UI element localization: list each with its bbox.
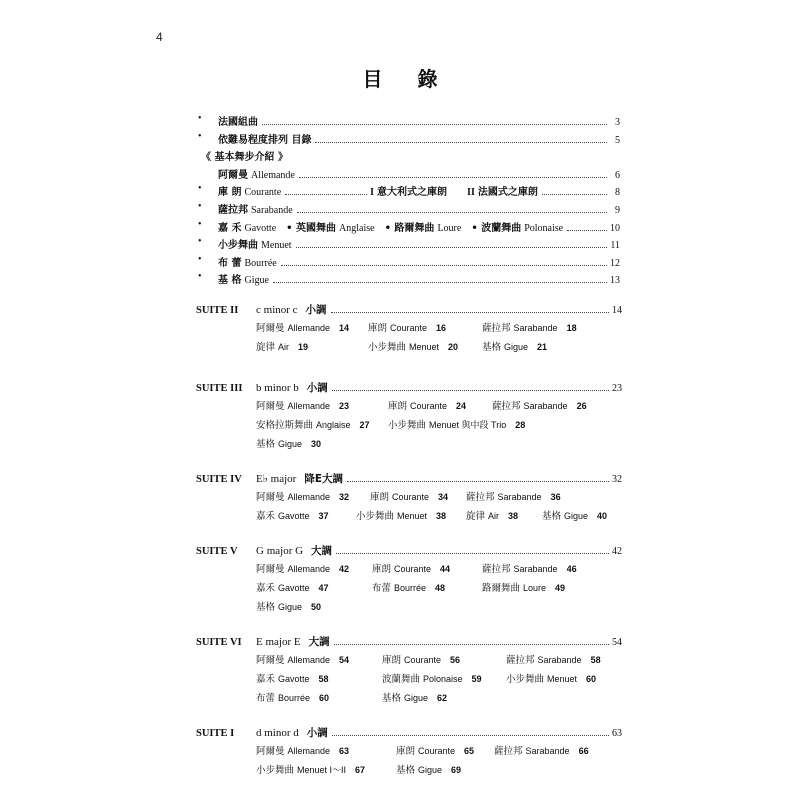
movement-page: 32	[339, 492, 350, 502]
movement-page: 21	[537, 342, 548, 352]
dot-leader	[281, 264, 607, 266]
movement-page: 34	[438, 492, 449, 502]
entry-subtitle: Allemande	[251, 169, 295, 181]
suite-section	[196, 380, 622, 455]
movement-subtitle: Sarabande	[497, 492, 542, 502]
entry-subtitle: Courante	[244, 187, 282, 199]
toc-entry[interactable]	[198, 183, 620, 201]
movement-subtitle: Gigue	[418, 765, 443, 775]
suite-label: SUITE II	[196, 305, 239, 316]
suite-key: E♭ major	[256, 473, 297, 485]
movement-subtitle: Air	[278, 342, 290, 352]
entry-subtitle: Menuet	[261, 240, 292, 252]
movement-subtitle: Loure	[523, 583, 547, 593]
suite-section	[196, 725, 622, 781]
suite-header[interactable]	[196, 634, 622, 652]
movement-entry[interactable]	[256, 690, 329, 704]
movement-line	[256, 599, 622, 618]
suite-section	[196, 302, 622, 358]
suite-key: d minor d	[256, 727, 299, 739]
entry-title: 阿爾曼	[218, 169, 248, 181]
movement-subtitle: Gigue	[278, 439, 303, 449]
movement-title: 薩拉邦	[494, 746, 523, 757]
movement-page: 50	[311, 602, 322, 612]
toc-entry[interactable]	[198, 236, 620, 254]
movement-subtitle: Courante	[418, 746, 456, 756]
movement-title: 基格	[256, 439, 276, 450]
section-heading	[198, 148, 620, 166]
movement-entry[interactable]	[388, 398, 466, 412]
bullet-icon: •	[198, 113, 202, 124]
roman-numeral: I	[370, 187, 375, 199]
movement-entry[interactable]	[370, 489, 448, 503]
movement-entry[interactable]	[482, 580, 565, 594]
movement-title: 旋律	[466, 511, 486, 522]
movement-title: 布蕾	[256, 693, 276, 704]
movement-title: 路爾舞曲	[482, 583, 521, 594]
suite-page: 14	[612, 305, 622, 316]
movement-title: 阿爾曼	[256, 564, 285, 575]
movement-entry[interactable]	[466, 489, 561, 503]
movement-page: 30	[311, 439, 322, 449]
dot-leader	[299, 176, 607, 178]
suite-page: 23	[612, 383, 622, 394]
movement-title: 薩拉邦	[482, 564, 511, 575]
entry-title: 小步舞曲	[218, 240, 258, 252]
movement-title: 庫朗	[396, 746, 416, 757]
suite-label: SUITE I	[196, 728, 235, 739]
movement-subtitle: Polonaise	[423, 674, 463, 684]
entry-title: 薩拉邦	[218, 204, 248, 216]
suite-key-zh: 大調	[311, 545, 333, 557]
movement-entry[interactable]	[256, 417, 370, 431]
movement-line	[256, 671, 622, 690]
movement-line	[256, 320, 622, 339]
movement-line	[256, 489, 622, 508]
movement-title: 基格	[382, 693, 402, 704]
movement-page: 23	[339, 401, 350, 411]
suite-page: 32	[612, 474, 622, 485]
movement-subtitle: Gigue	[278, 602, 303, 612]
entry-title: • 路爾舞曲	[384, 222, 435, 234]
movement-line	[256, 339, 622, 358]
movement-entry[interactable]	[482, 320, 577, 334]
movement-entry[interactable]	[372, 580, 445, 594]
movement-subtitle: Courante	[390, 323, 428, 333]
suite-header[interactable]	[196, 725, 622, 743]
suite-key-zh: 小調	[306, 727, 328, 739]
movement-entry[interactable]	[542, 508, 607, 522]
entry-title: 布 蕾	[218, 257, 242, 269]
movement-line	[256, 561, 622, 580]
movement-entry[interactable]	[492, 398, 587, 412]
movement-title: 阿爾曼	[256, 492, 285, 503]
movement-entry[interactable]	[256, 599, 321, 613]
movement-subtitle: Sarabande	[513, 564, 558, 574]
movement-line	[256, 652, 622, 671]
movement-subtitle: Menuet 與中段 Trio	[429, 420, 507, 430]
movement-title: 庫朗	[368, 323, 388, 334]
movement-subtitle: Air	[488, 511, 500, 521]
entry-subtitle: Sarabande	[251, 204, 293, 216]
toc-entry[interactable]	[198, 131, 620, 149]
movement-title: 阿爾曼	[256, 655, 285, 666]
movement-entry[interactable]	[256, 743, 349, 757]
movement-page: 48	[435, 583, 446, 593]
movement-line	[256, 690, 622, 709]
movement-page: 18	[566, 323, 577, 333]
movement-subtitle: Courante	[404, 655, 442, 665]
movement-entry[interactable]	[256, 489, 349, 503]
movement-entry[interactable]	[396, 762, 461, 776]
suite-key: b minor b	[256, 382, 299, 394]
movement-title: 嘉禾	[256, 511, 276, 522]
entry-title: 基 格	[218, 275, 242, 287]
dot-leader	[332, 734, 609, 736]
movement-subtitle: Allemande	[287, 746, 331, 756]
movement-entry[interactable]	[372, 561, 450, 575]
movement-entry[interactable]	[506, 652, 601, 666]
movement-subtitle: Gigue	[404, 693, 429, 703]
suite-label: SUITE V	[196, 546, 238, 557]
entry-title: 依難易程度排列 目錄	[218, 134, 312, 146]
dot-leader	[336, 552, 609, 554]
movement-entry[interactable]	[382, 690, 447, 704]
entry-title: 法國組曲	[218, 117, 258, 128]
roman-numeral: II	[467, 187, 475, 199]
movement-page: 28	[515, 420, 526, 430]
movement-title: 嘉禾	[256, 583, 276, 594]
movement-page: 27	[359, 420, 370, 430]
movement-subtitle: Allemande	[287, 401, 331, 411]
movement-title: 阿爾曼	[256, 323, 285, 334]
movement-page: 24	[456, 401, 467, 411]
suite-section	[196, 634, 622, 709]
dot-leader	[542, 193, 607, 195]
dot-leader	[332, 389, 609, 391]
movement-entry[interactable]	[494, 743, 589, 757]
movement-subtitle: Gavotte	[278, 511, 310, 521]
movement-page: 19	[298, 342, 309, 352]
movement-page: 59	[471, 674, 482, 684]
dot-leader	[567, 229, 607, 231]
movement-title: 薩拉邦	[492, 401, 521, 412]
movement-title: 基格	[256, 602, 276, 613]
suite-page: 42	[612, 546, 622, 557]
entry-page: 6	[615, 169, 620, 181]
entry-title: • 波蘭舞曲	[471, 222, 522, 234]
movement-subtitle: Allemande	[287, 492, 331, 502]
suite-key-zh: 小調	[306, 382, 328, 394]
movement-page: 49	[555, 583, 566, 593]
movement-entry[interactable]	[256, 652, 349, 666]
dot-leader	[273, 281, 607, 283]
movement-page: 65	[464, 746, 475, 756]
movement-title: 旋律	[256, 342, 276, 353]
suite-header[interactable]	[196, 302, 622, 320]
movement-subtitle: Allemande	[287, 564, 331, 574]
movement-page: 46	[566, 564, 577, 574]
movement-entry[interactable]	[388, 417, 525, 431]
movement-page: 67	[355, 765, 366, 775]
entry-subtitle: Polonaise	[524, 222, 564, 234]
entry-page: 11	[610, 240, 620, 252]
movement-line	[256, 508, 622, 527]
entry-subtitle: 法國式之庫朗	[477, 187, 538, 199]
movement-title: 嘉禾	[256, 674, 276, 685]
toc-entry[interactable]	[198, 271, 620, 289]
movement-page: 56	[450, 655, 461, 665]
movement-subtitle: Bourrée	[278, 693, 311, 703]
movement-title: 阿爾曼	[256, 746, 285, 757]
movement-title: 阿爾曼	[256, 401, 285, 412]
movement-page: 62	[437, 693, 448, 703]
suite-label: SUITE III	[196, 383, 243, 394]
movement-entry[interactable]	[256, 320, 349, 334]
movement-entry[interactable]	[356, 508, 446, 522]
entry-subtitle: Bourrée	[244, 257, 277, 269]
movement-entry[interactable]	[256, 339, 308, 353]
movement-title: 庫朗	[370, 492, 390, 503]
movement-page: 58	[318, 674, 329, 684]
movement-title: 基格	[482, 342, 502, 353]
suite-header[interactable]	[196, 543, 622, 561]
movement-page: 66	[578, 746, 589, 756]
movement-title: 小步舞曲	[368, 342, 407, 353]
movement-entry[interactable]	[466, 508, 518, 522]
suite-key: G major G	[256, 545, 304, 557]
movement-entry[interactable]	[482, 561, 577, 575]
movement-title: 小步舞曲	[388, 420, 427, 431]
page-title: 目 錄	[362, 67, 452, 91]
dot-leader	[334, 643, 609, 645]
movement-entry[interactable]	[256, 398, 349, 412]
movement-subtitle: Menuet	[409, 342, 440, 352]
movement-subtitle: Courante	[394, 564, 432, 574]
entry-title: 庫 朗	[218, 187, 242, 199]
entry-subtitle: Loure	[437, 222, 462, 234]
movement-entry[interactable]	[506, 671, 596, 685]
entry-page: 13	[610, 275, 620, 287]
movement-page: 44	[440, 564, 451, 574]
movement-subtitle: Courante	[392, 492, 430, 502]
movement-line	[256, 762, 622, 781]
dot-leader	[285, 193, 367, 195]
entry-subtitle: Gavotte	[244, 222, 277, 234]
movement-page: 60	[586, 674, 597, 684]
entry-subtitle: 意大利式之庫朗	[377, 187, 448, 199]
movement-page: 16	[436, 323, 447, 333]
movement-subtitle: Menuet I～II	[297, 765, 347, 775]
movement-subtitle: Gavotte	[278, 583, 310, 593]
movement-subtitle: Bourrée	[394, 583, 427, 593]
suite-key: E major E	[256, 636, 301, 648]
bullet-icon: •	[198, 130, 202, 142]
suite-key-zh: 小調	[305, 304, 327, 316]
movement-line	[256, 743, 622, 762]
movement-line	[256, 417, 622, 436]
movement-line	[256, 580, 622, 599]
bullet-icon: •	[198, 253, 202, 265]
movement-entry[interactable]	[256, 508, 329, 522]
toc-entry[interactable]	[198, 166, 620, 184]
movement-page: 26	[576, 401, 587, 411]
bullet-icon: •	[198, 183, 202, 195]
suite-label: SUITE IV	[196, 474, 242, 485]
movement-entry[interactable]	[256, 561, 349, 575]
movement-line	[256, 398, 622, 417]
movement-page: 38	[508, 511, 519, 521]
movement-entry[interactable]	[382, 652, 460, 666]
movement-title: 基格	[542, 511, 562, 522]
movement-subtitle: Allemande	[287, 655, 331, 665]
dot-leader	[347, 480, 609, 482]
dot-leader	[315, 141, 607, 143]
movement-page: 37	[318, 511, 329, 521]
toc-entry[interactable]	[198, 254, 620, 272]
movement-page: 40	[597, 511, 608, 521]
movement-entry[interactable]	[256, 580, 329, 594]
entry-title: • 英國舞曲	[286, 222, 337, 234]
entry-subtitle: Gigue	[244, 275, 269, 287]
movement-page: 63	[339, 746, 350, 756]
movement-title: 小步舞曲	[356, 511, 395, 522]
movement-subtitle: Sarabande	[537, 655, 582, 665]
movement-page: 60	[319, 693, 330, 703]
suite-section	[196, 543, 622, 618]
movement-subtitle: Courante	[410, 401, 448, 411]
movement-page: 14	[339, 323, 350, 333]
movement-title: 薩拉邦	[506, 655, 535, 666]
bullet-icon: •	[198, 271, 202, 283]
movement-page: 36	[550, 492, 561, 502]
entry-page: 9	[615, 204, 620, 216]
entry-page: 10	[610, 222, 620, 234]
movement-entry[interactable]	[256, 762, 365, 776]
bullet-icon: •	[198, 218, 202, 230]
movement-title: 基格	[396, 765, 416, 776]
movement-subtitle: Menuet	[547, 674, 578, 684]
entry-page: 5	[615, 134, 620, 146]
bullet-icon: •	[198, 236, 202, 248]
suite-key-zh: 降E大調	[304, 473, 344, 485]
toc-entry[interactable]	[198, 201, 620, 219]
movement-title: 波蘭舞曲	[382, 674, 421, 685]
movement-title: 布蕾	[372, 583, 392, 594]
movement-title: 庫朗	[382, 655, 402, 666]
movement-subtitle: Sarabande	[525, 746, 570, 756]
dot-leader	[297, 211, 607, 213]
movement-title: 薩拉邦	[482, 323, 511, 334]
movement-entry[interactable]	[368, 320, 446, 334]
suite-key: c minor c	[256, 304, 298, 316]
page-number: 4	[156, 30, 163, 44]
movement-line	[256, 436, 622, 455]
movement-entry[interactable]	[368, 339, 458, 353]
suite-label: SUITE VI	[196, 637, 242, 648]
movement-title: 庫朗	[372, 564, 392, 575]
movement-page: 47	[318, 583, 329, 593]
movement-subtitle: Gigue	[504, 342, 529, 352]
movement-page: 38	[436, 511, 447, 521]
suite-section	[196, 471, 622, 527]
toc-entry[interactable]	[198, 219, 620, 237]
movement-page: 20	[448, 342, 459, 352]
suite-page: 54	[612, 637, 622, 648]
movement-page: 54	[339, 655, 350, 665]
toc-entry[interactable]	[198, 113, 620, 131]
entry-page: 3	[615, 117, 620, 128]
dot-leader	[331, 311, 609, 313]
movement-title: 小步舞曲	[506, 674, 545, 685]
suite-header[interactable]	[196, 471, 622, 489]
bullet-icon: •	[198, 200, 202, 212]
movement-entry[interactable]	[482, 339, 547, 353]
suite-page: 63	[612, 728, 622, 739]
movement-entry[interactable]	[256, 671, 329, 685]
intro-toc	[198, 113, 620, 289]
movement-title: 安格拉斯舞曲	[256, 420, 314, 431]
entry-page: 12	[610, 257, 620, 269]
suite-header[interactable]	[196, 380, 622, 398]
movement-subtitle: Anglaise	[316, 420, 351, 430]
suites-list	[196, 302, 622, 781]
movement-subtitle: Sarabande	[513, 323, 558, 333]
dot-leader	[262, 123, 607, 125]
movement-entry[interactable]	[256, 436, 321, 450]
movement-subtitle: Allemande	[287, 323, 331, 333]
movement-title: 庫朗	[388, 401, 408, 412]
movement-page: 58	[590, 655, 601, 665]
movement-page: 69	[451, 765, 462, 775]
movement-entry[interactable]	[382, 671, 482, 685]
movement-subtitle: Gigue	[564, 511, 589, 521]
movement-page: 42	[339, 564, 350, 574]
entry-title: 嘉 禾	[218, 222, 242, 234]
dot-leader	[296, 246, 607, 248]
movement-title: 小步舞曲	[256, 765, 295, 776]
suite-key-zh: 大調	[308, 636, 330, 648]
section-heading-text: 《 基本舞步介紹 》	[201, 152, 288, 164]
movement-title: 薩拉邦	[466, 492, 495, 503]
movement-subtitle: Sarabande	[523, 401, 568, 411]
movement-subtitle: Menuet	[397, 511, 428, 521]
entry-page: 8	[615, 187, 620, 199]
movement-subtitle: Gavotte	[278, 674, 310, 684]
movement-entry[interactable]	[396, 743, 474, 757]
entry-subtitle: Anglaise	[339, 222, 375, 234]
